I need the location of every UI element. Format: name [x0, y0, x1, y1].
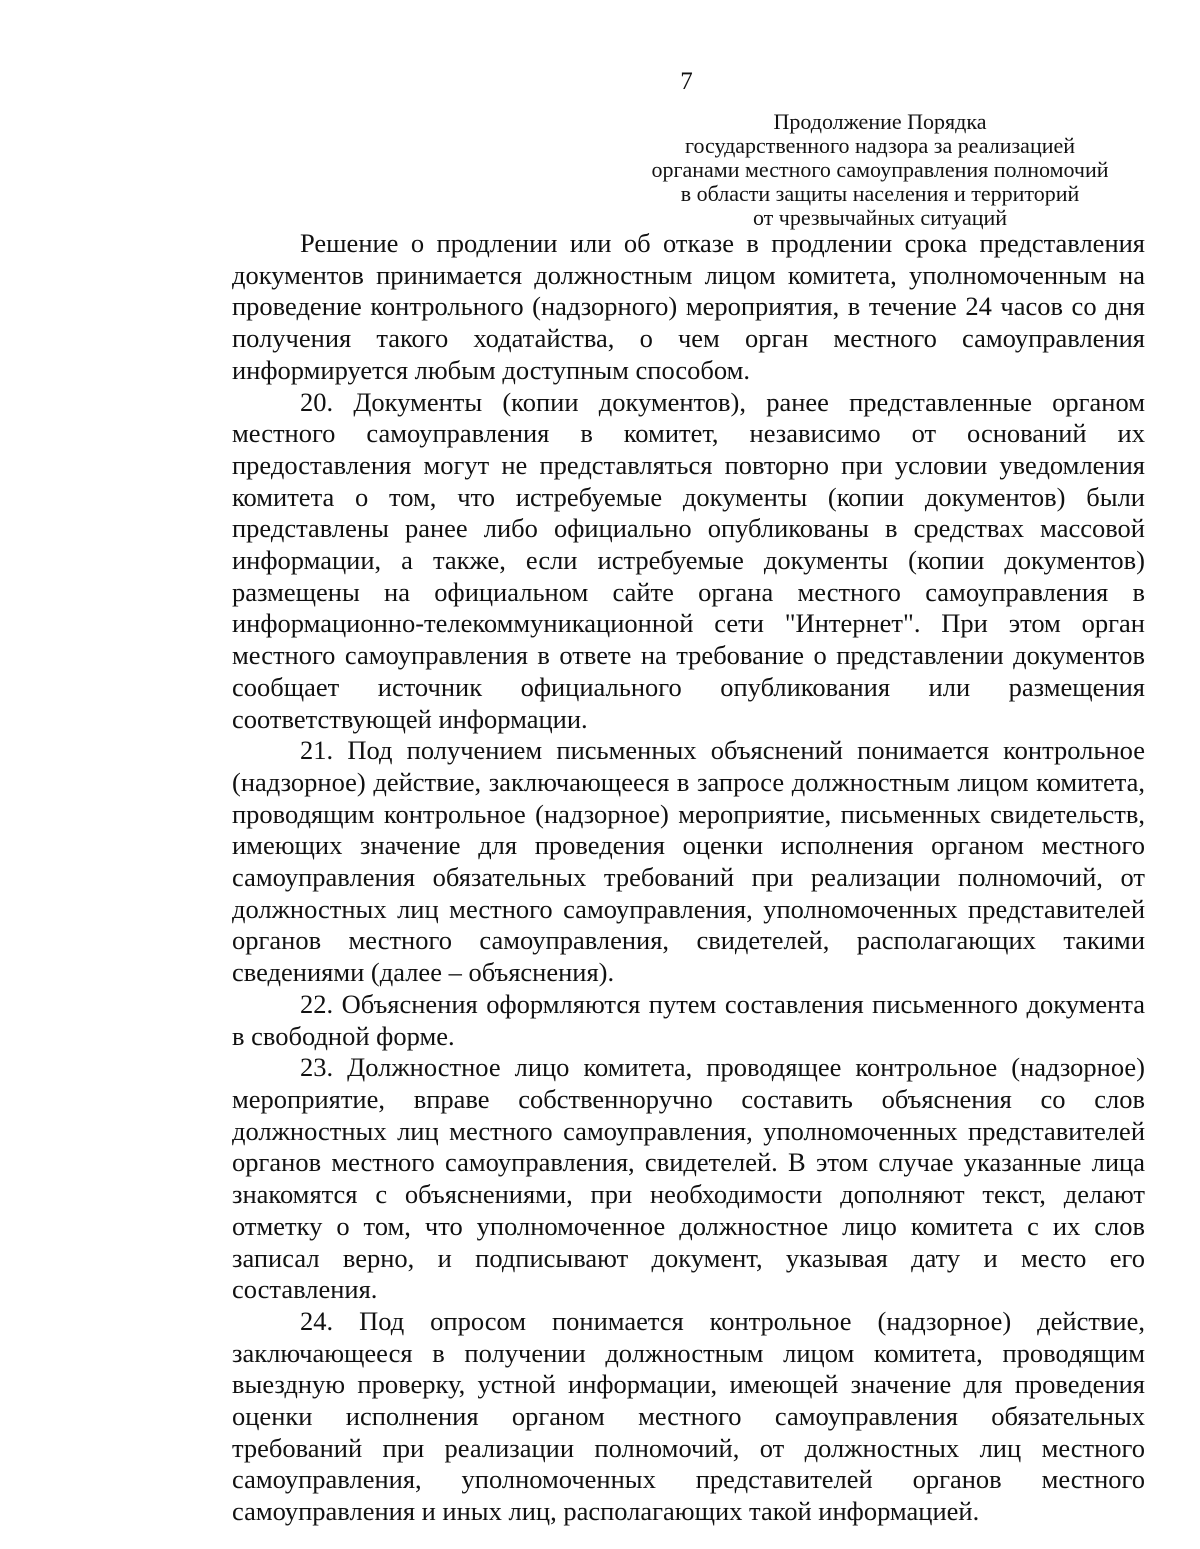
page-number: 7 — [680, 68, 693, 95]
paragraph-21: 21. Под получением письменных объяснений понимается контрольное (надзорное) действие, заключающееся в запросе должностным лицом комитета, проводящим контрольное (надзорное) мероприятие, письменных свидетельств, имеющих значение для проведения оценки исполнения органом местного самоуправления обязательных требований при реализации полномочий, от должностных лиц местного самоуправления, уполномоченных представителей органов местного самоуправления, свидетелей, располагающих такими сведениями (далее – объяснения). — [232, 735, 1145, 988]
header-line: Продолжение Порядка — [773, 109, 987, 134]
paragraph-22: 22. Объяснения оформляются путем составления письменного документа в свободной форме. — [232, 988, 1145, 1051]
header-line: органами местного самоуправления полномочий — [651, 157, 1109, 182]
paragraph-23: 23. Должностное лицо комитета, проводящее контрольное (надзорное) мероприятие, вправе собственноручно составить объяснения со слов должностных лиц местного самоуправления, уполномоченных представителей органов местного самоуправления, свидетелей. В этом случае указанные лица знакомятся с объяснениями, при необходимости дополняют текст, делают отметку о том, что уполномоченное должностное лицо комитета с их слов записал верно, и подписывают документ, указывая дату и место его составления. — [232, 1052, 1145, 1305]
document-header — [600, 110, 1160, 230]
header-line: государственного надзора за реализацией — [684, 133, 1076, 158]
paragraph-24: 24. Под опросом понимается контрольное (надзорное) действие, заключающееся в получении должностным лицом комитета, проводящим выездную проверку, устной информации, имеющей значение для проведения оценки исполнения органом местного самоуправления обязательных требований при реализации полномочий, от должностных лиц местного самоуправления, уполномоченных представителей органов местного самоуправления и иных лиц, располагающих такой информацией. — [232, 1305, 1145, 1527]
header-line: от чрезвычайных ситуаций — [752, 205, 1008, 230]
document-body — [232, 228, 1145, 1528]
paragraph: Решение о продлении или об отказе в продлении срока представления документов принимается должностным лицом комитета, уполномоченным на проведение контрольного (надзорного) мероприятия, в течение 24 часов со дня получения такого ходатайства, о чем орган местного самоуправления информируется любым доступным способом. — [232, 228, 1145, 385]
paragraph-20: 20. Документы (копии документов), ранее представленные органом местного самоуправления в комитет, независимо от оснований их предоставления могут не представляться повторно при условии уведомления комитета о том, что истребуемые документы (копии документов) были представлены ранее либо официально опубликованы в средствах массовой информации, а также, если истребуемые документы (копии документов) размещены на официальном сайте органа местного самоуправления в информационно-телекоммуникационной сети "Интернет". При этом орган местного самоуправления в ответе на требование о представлении документов сообщает источник официального опубликования или размещения соответствующей информации. — [232, 386, 1145, 734]
header-line: в области защиты населения и территорий — [680, 181, 1080, 206]
